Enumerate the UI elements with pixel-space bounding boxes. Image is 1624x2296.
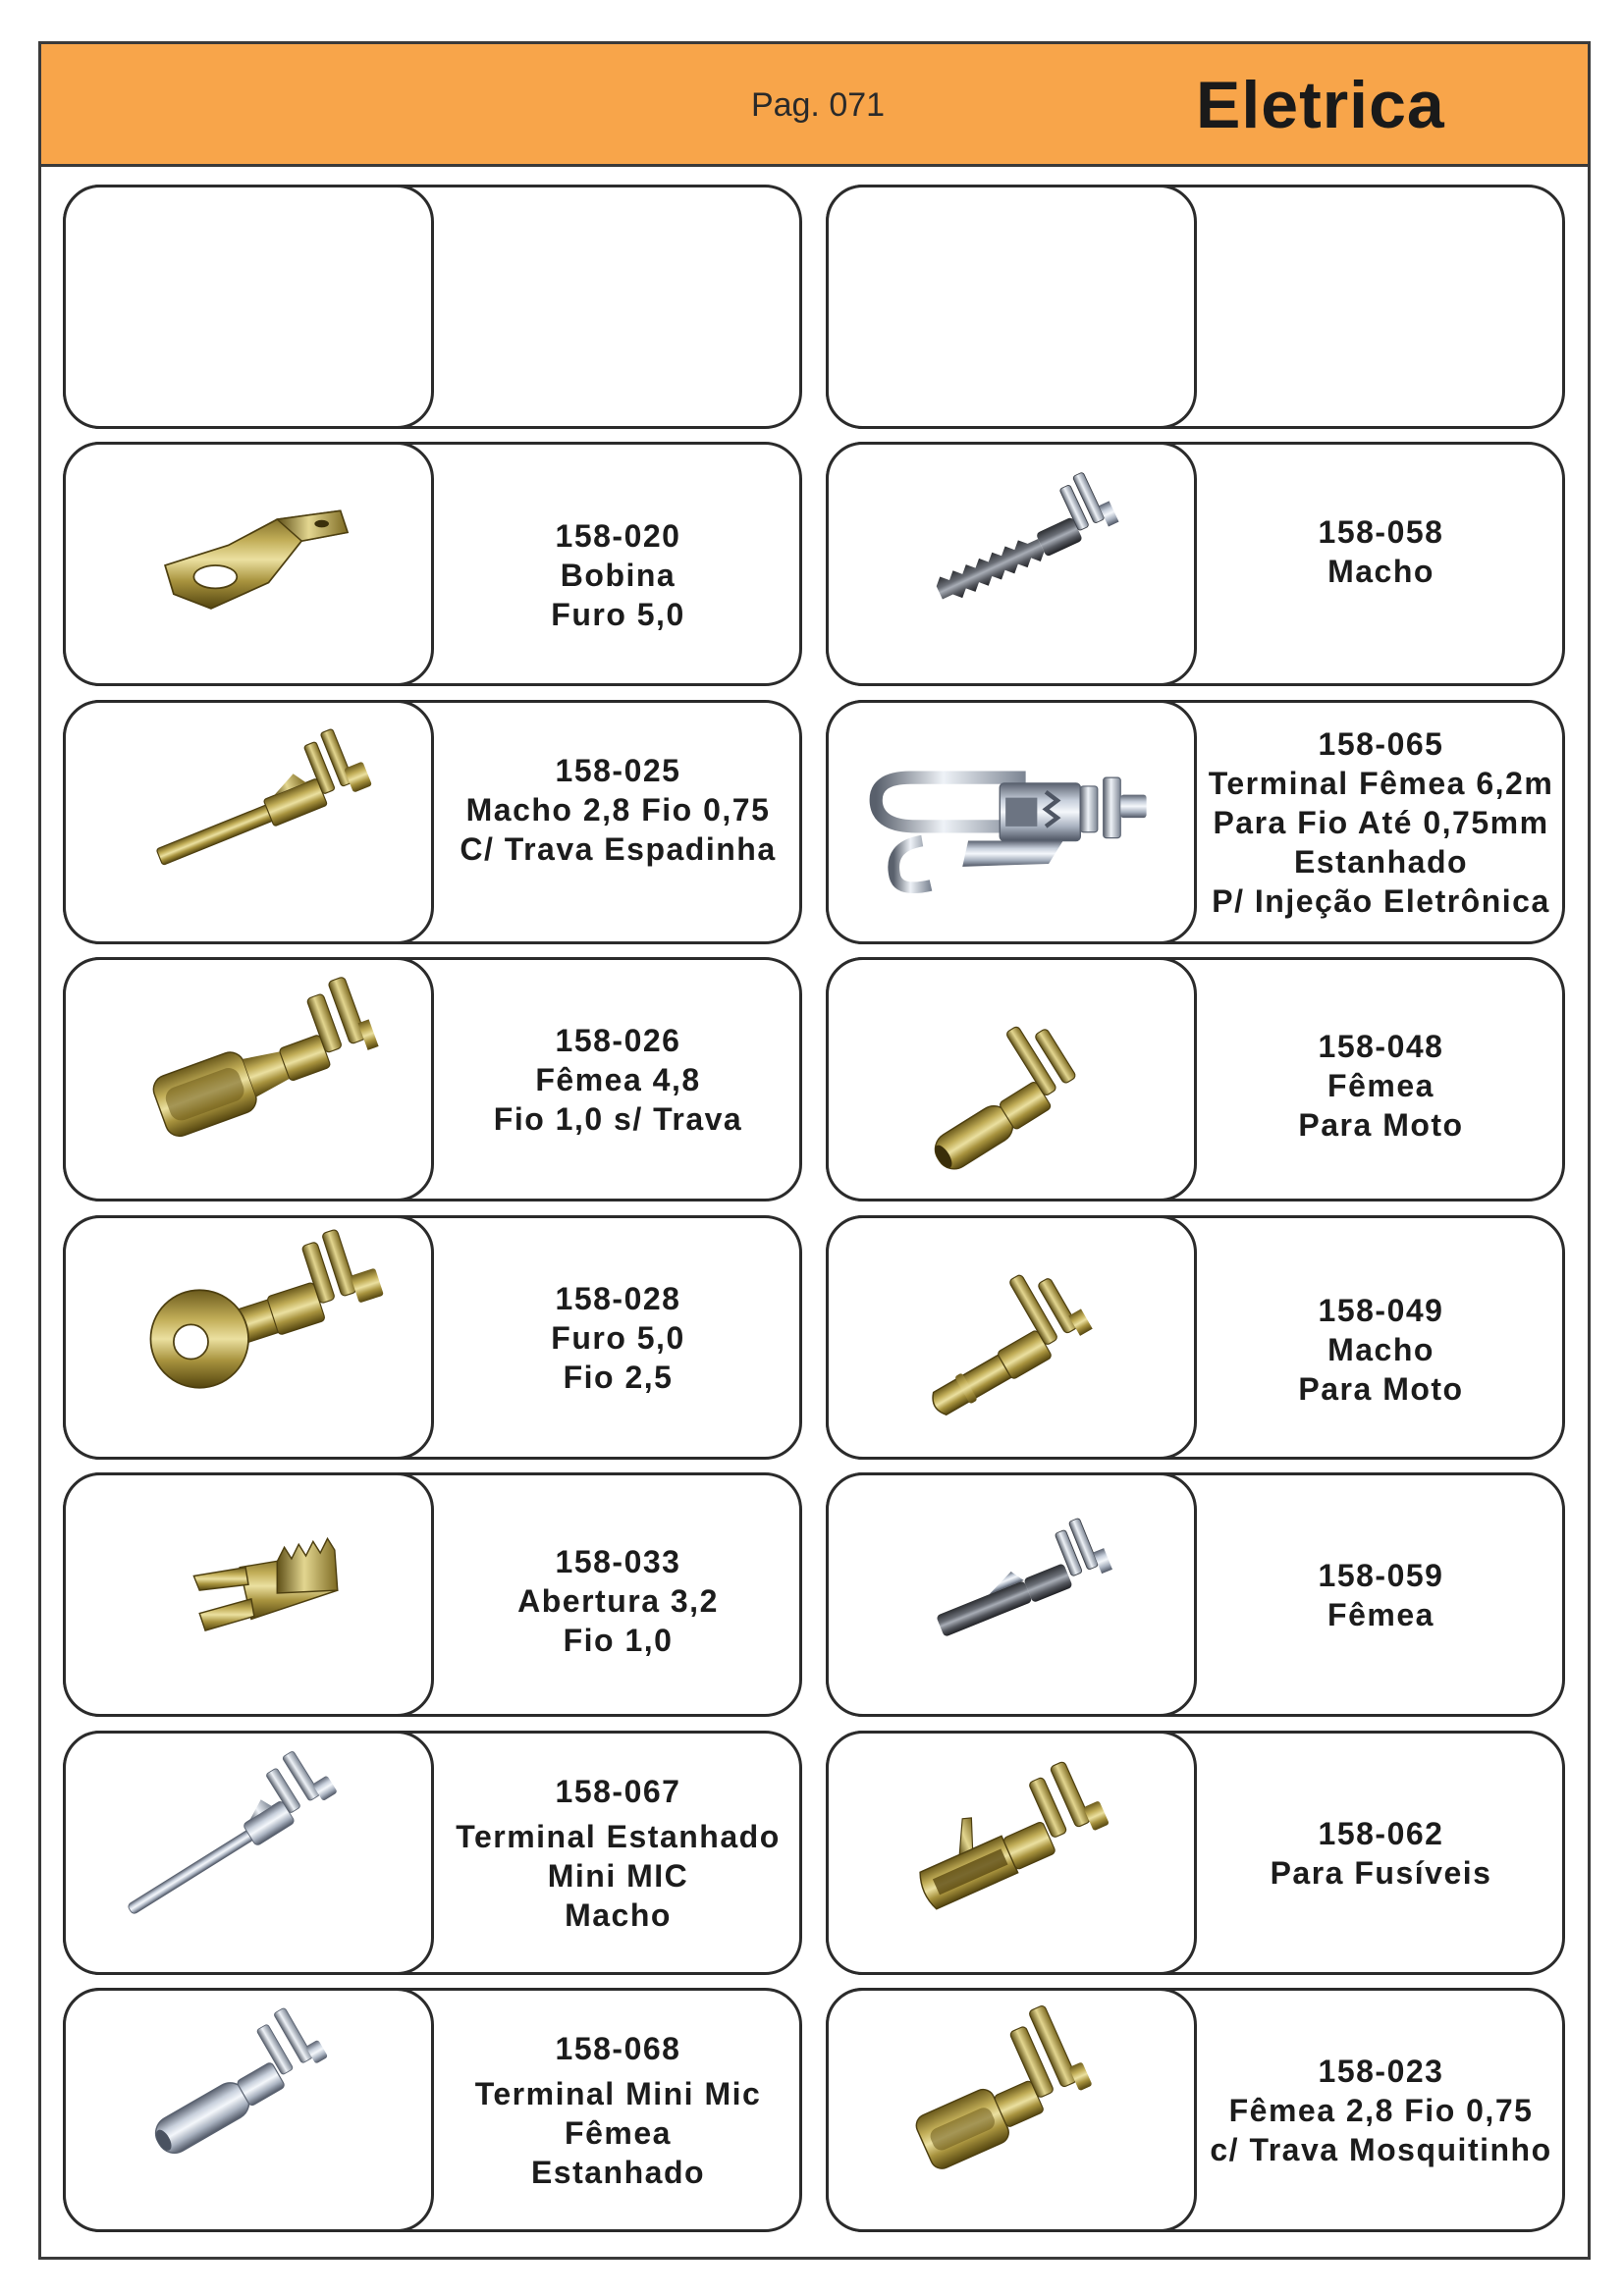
empty-card — [63, 185, 802, 429]
product-card — [826, 1988, 1565, 2232]
product-card — [826, 957, 1565, 1201]
product-card — [826, 1472, 1565, 1717]
product-info — [1197, 1731, 1565, 1975]
product-image-box — [63, 700, 434, 944]
product-info — [434, 442, 802, 686]
product-description-line: Mini MIC — [547, 1857, 689, 1894]
male-bullet-terminal-image — [829, 1218, 1194, 1457]
page-header — [38, 41, 1591, 167]
product-code: 158-067 — [555, 1773, 681, 1809]
product-description-line: Fêmea — [1327, 1067, 1435, 1103]
product-description-line: c/ Trava Mosquitinho — [1210, 2131, 1552, 2167]
product-description-line: Estanhado — [530, 2154, 706, 2190]
product-card — [63, 442, 802, 686]
empty-card — [826, 185, 1565, 429]
product-description-line: Fio 2,5 — [563, 1359, 674, 1395]
female-terminal-image — [829, 1475, 1194, 1714]
product-code: 158-020 — [555, 517, 681, 554]
product-code: 158-068 — [555, 2030, 681, 2066]
category-title: Eletrica — [1196, 68, 1445, 142]
product-card — [63, 1731, 802, 1975]
product-description-line: Bobina — [560, 557, 677, 593]
product-code: 158-026 — [555, 1022, 681, 1058]
tinned-female-mini-terminal-image — [66, 1991, 431, 2229]
product-image-box — [826, 957, 1197, 1201]
male-pin-terminal-image — [66, 703, 431, 941]
product-code: 158-059 — [1318, 1557, 1444, 1593]
product-image-box — [826, 700, 1197, 944]
product-code: 158-065 — [1318, 725, 1444, 762]
product-description-line: Para Moto — [1298, 1106, 1464, 1143]
product-description-line: Furo 5,0 — [551, 596, 685, 632]
product-description-line: Fio 1,0 s/ Trava — [493, 1100, 743, 1137]
product-info — [1197, 1988, 1565, 2232]
product-card — [826, 1215, 1565, 1460]
tinned-male-mini-terminal-image — [66, 1734, 431, 1972]
bobbin-terminal-image — [66, 445, 431, 683]
page-number: Pag. 071 — [750, 86, 886, 124]
male-terminal-image — [829, 445, 1194, 683]
product-info — [1197, 700, 1565, 944]
product-code: 158-023 — [1318, 2053, 1444, 2089]
product-image-box — [63, 1988, 434, 2232]
product-description-line: Terminal Mini Mic — [474, 2075, 762, 2111]
product-code: 158-058 — [1318, 513, 1444, 550]
product-description-line: Fêmea — [1327, 1596, 1435, 1632]
product-description-line: Terminal Fêmea 6,2m — [1208, 765, 1554, 801]
product-image-box — [63, 1215, 434, 1460]
product-code: 158-049 — [1318, 1292, 1444, 1328]
product-code: 158-028 — [555, 1280, 681, 1316]
female-spade-terminal-small-image — [829, 1991, 1194, 2229]
product-info — [1197, 1215, 1565, 1460]
product-description-line: Macho — [1327, 1331, 1435, 1367]
product-code: 158-062 — [1318, 1815, 1444, 1851]
female-spade-terminal-image — [66, 960, 431, 1199]
product-image-box — [826, 442, 1197, 686]
product-description-line: Fio 1,0 — [563, 1622, 674, 1658]
product-description-line: Fêmea — [565, 2114, 672, 2151]
product-description-line: P/ Injeção Eletrônica — [1212, 882, 1550, 919]
product-info — [434, 1472, 802, 1717]
product-description-line: Fêmea 2,8 Fio 0,75 — [1228, 2092, 1534, 2128]
product-image-box — [826, 185, 1197, 429]
product-card — [826, 700, 1565, 944]
female-round-terminal-image — [829, 960, 1194, 1199]
product-description-line: Terminal Estanhado — [456, 1818, 781, 1854]
product-image-box — [63, 1731, 434, 1975]
product-card — [63, 1472, 802, 1717]
product-image-box — [63, 957, 434, 1201]
product-info — [1197, 1472, 1565, 1717]
product-description-line: Para Fio Até 0,75mm — [1213, 804, 1549, 840]
product-info — [434, 700, 802, 944]
product-info — [434, 957, 802, 1201]
product-description-line: Estanhado — [1293, 843, 1469, 880]
product-info — [434, 1731, 802, 1975]
product-card — [63, 700, 802, 944]
product-card — [826, 442, 1565, 686]
fork-terminal-image — [66, 1475, 431, 1714]
product-card — [63, 1988, 802, 2232]
product-image-box — [826, 1472, 1197, 1717]
product-code: 158-025 — [555, 752, 681, 788]
product-description-line: Macho — [1327, 553, 1435, 589]
product-info — [434, 1215, 802, 1460]
product-description-line: Furo 5,0 — [551, 1319, 685, 1356]
ring-terminal-image — [66, 1218, 431, 1457]
product-image-box — [826, 1988, 1197, 2232]
product-code: 158-033 — [555, 1543, 681, 1579]
product-card — [63, 1215, 802, 1460]
product-description-line: Para Fusíveis — [1270, 1854, 1492, 1891]
fuse-terminal-image — [829, 1734, 1194, 1972]
product-image-box — [63, 185, 434, 429]
product-info — [434, 1988, 802, 2232]
product-code: 158-048 — [1318, 1028, 1444, 1064]
product-info — [1197, 442, 1565, 686]
product-description-line: C/ Trava Espadinha — [460, 830, 777, 867]
product-description-line: Fêmea 4,8 — [535, 1061, 701, 1097]
product-info — [1197, 957, 1565, 1201]
product-image-box — [63, 442, 434, 686]
product-description-line: Para Moto — [1298, 1370, 1464, 1407]
product-card — [63, 957, 802, 1201]
product-card — [826, 1731, 1565, 1975]
product-image-box — [826, 1731, 1197, 1975]
product-description-line: Macho — [565, 1896, 672, 1933]
product-description-line: Macho 2,8 Fio 0,75 — [465, 791, 771, 828]
tinned-female-clip-terminal-image — [829, 703, 1194, 941]
product-image-box — [63, 1472, 434, 1717]
product-description-line: Abertura 3,2 — [517, 1582, 719, 1619]
product-image-box — [826, 1215, 1197, 1460]
